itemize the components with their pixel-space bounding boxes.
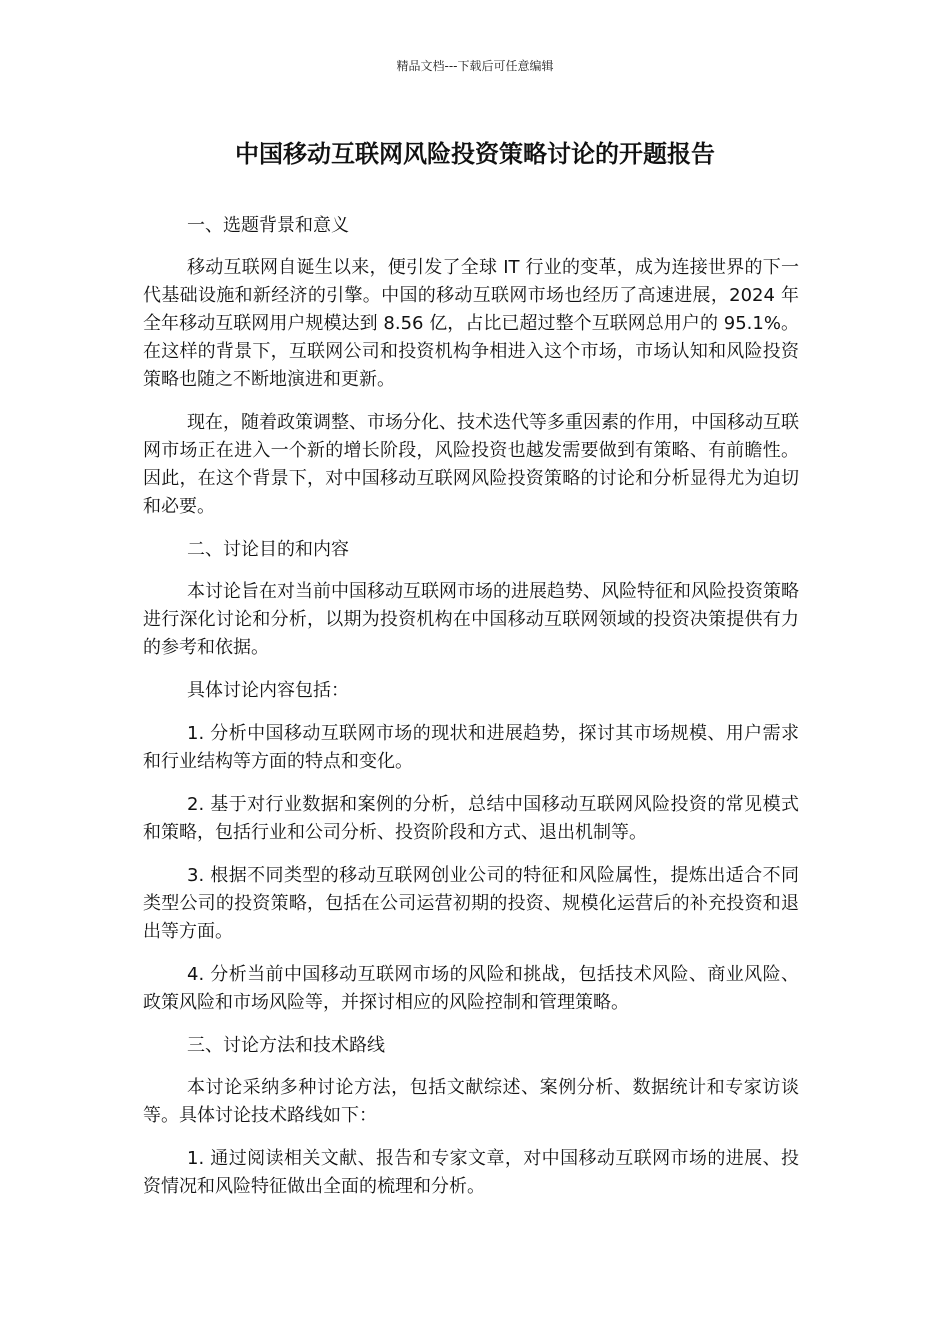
paragraph-content-intro: 具体讨论内容包括： — [187, 680, 349, 701]
list-item-method-1: 1. 通过阅读相关文献、报告和专家文章，对中国移动互联网市场的进展、投资情况和风险特征做出全面的梳理和分析。 — [143, 1148, 799, 1197]
paragraph-background-1: 移动互联网自诞生以来，便引发了全球 IT 行业的变革，成为连接世界的下一代基础设施和新经济的引擎。中国的移动互联网市场也经历了高速进展，2024 年全年移动互联网用户规模达到 8.56 亿，占比已超过整个互联网总用户的 95.1%。在这样的背景下，互联网公司和投资机构争相进入这个市场，市场认知和风险投资策略也随之不断地演进和更新。 — [143, 257, 799, 390]
section-heading-background: 一、选题背景和意义 — [187, 215, 349, 236]
list-item-content-2: 2. 基于对行业数据和案例的分析，总结中国移动互联网风险投资的常见模式和策略，包括行业和公司分析、投资阶段和方式、退出机制等。 — [143, 794, 799, 843]
document-title: 中国移动互联网风险投资策略讨论的开题报告 — [235, 140, 715, 168]
section-heading-methods: 三、讨论方法和技术路线 — [187, 1035, 385, 1056]
list-item-content-4: 4. 分析当前中国移动互联网市场的风险和挑战，包括技术风险、商业风险、政策风险和市场风险等，并探讨相应的风险控制和管理策略。 — [143, 964, 799, 1013]
page-header-note: 精品文档---下载后可任意编辑 — [396, 59, 554, 73]
paragraph-methods: 本讨论采纳多种讨论方法，包括文献综述、案例分析、数据统计和专家访谈等。具体讨论技术路线如下： — [143, 1077, 799, 1126]
document-body — [143, 212, 799, 1216]
paragraph-objectives: 本讨论旨在对当前中国移动互联网市场的进展趋势、风险特征和风险投资策略进行深化讨论和分析，以期为投资机构在中国移动互联网领域的投资决策提供有力的参考和依据。 — [143, 581, 799, 658]
list-item-content-1: 1. 分析中国移动互联网市场的现状和进展趋势，探讨其市场规模、用户需求和行业结构等方面的特点和变化。 — [143, 723, 799, 772]
paragraph-background-2: 现在，随着政策调整、市场分化、技术迭代等多重因素的作用，中国移动互联网市场正在进入一个新的增长阶段，风险投资也越发需要做到有策略、有前瞻性。因此，在这个背景下，对中国移动互联网风险投资策略的讨论和分析显得尤为迫切和必要。 — [143, 412, 799, 517]
list-item-content-3: 3. 根据不同类型的移动互联网创业公司的特征和风险属性，提炼出适合不同类型公司的投资策略，包括在公司运营初期的投资、规模化运营后的补充投资和退出等方面。 — [143, 865, 799, 942]
section-heading-objectives: 二、讨论目的和内容 — [187, 539, 349, 560]
